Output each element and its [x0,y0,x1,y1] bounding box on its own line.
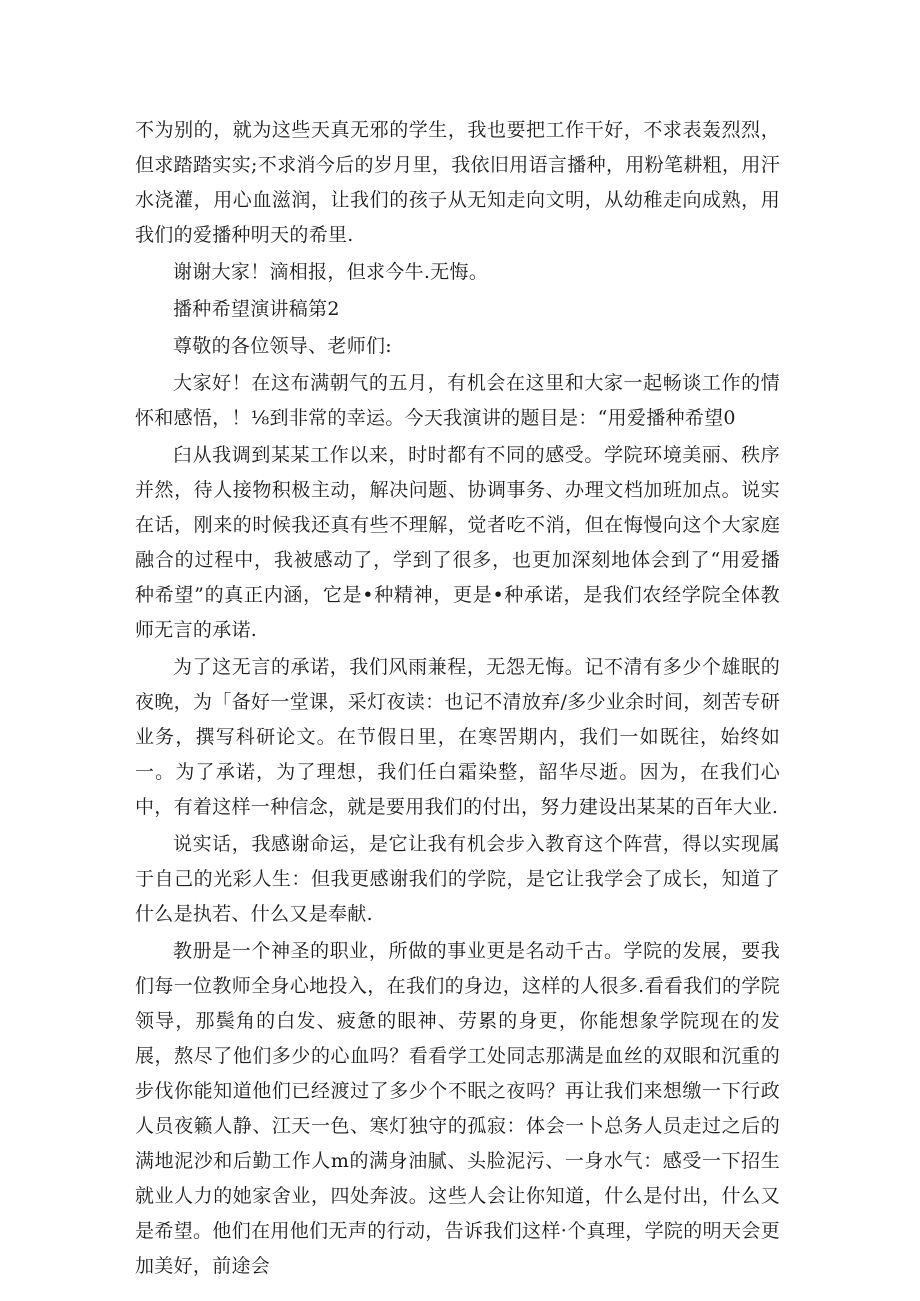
paragraph-continuation: 不为别的，就为这些天真无邪的学生，我也要把工作干好，不求表轰烈烈，但求踏踏实实;不求消今后的岁月里，我依旧用语言播种，用粉笔耕粗，用汗水浇灌，用心血滋润，让我们的孩子从无知走向文明，从幼稚走向成熟，用我们的爱播种明天的希里. [135,119,780,246]
salutation: 尊敬的各位领导、老师们: [173,335,393,357]
paragraph-gratitude: 说实话，我感谢命运，是它让我有机会步入教育这个阵营，得以实现属于自己的光彩人生：但我更感谢我们的学院，是它让我学会了成长，知道了什么是执若、什么又是奉献. [135,833,780,925]
document-body [135,113,780,1284]
section-heading: 播种希望演讲稿第2 [173,298,340,320]
paragraph-teaching: 教册是一个神圣的职业，所做的事业更是名动千古。学院的发展，要我们每一位教师全身心地投入，在我们的身边，这样的人很多.看看我们的学院领导，那鬓角的白发、疲惫的眼神、劳累的身更，你能想象学院现在的发展，熬尽了他们多少的心血吗？看看学工处同志那满是血丝的双眼和沉重的步伐你能知道他们已经渡过了多少个不眠之夜吗？再让我们来想缴一下行政人员夜籁人静、江天一色、寒灯独守的孤寂：体会一卜总务人员走过之后的满地泥沙和后勤工作人m的满身油腻、头脸泥污、一身水气：感受一下招生就业人力的她家舍业，四处奔波。这些人会让你知道，什么是付出，什么又是希望。他们在用他们无声的行动，告诉我们这样·个真理，学院的明天会更加美好，前途会 [135,940,780,1277]
paragraph-experience: 臼从我调到某某工作以来，时时都有不同的感受。学院环境美丽、秩序并然，待人接物积极主动，解决问题、协调事务、办理文档加班加点。说实在话，刚来的时候我还真有些不理解，觉者吃不消，但在悔慢向这个大家庭融合的过程中，我被感动了，学到了很多，也更加深刻地体会到了“用爱播种希望”的真正内涵，它是•种精神，更是•种承诺，是我们农经学院全体教师无言的承诺. [135,444,780,641]
paragraph-greeting: 大家好！在这布满朝气的五月，有机会在这里和大家一起畅谈工作的情怀和感悟，！⅛到非常的幸运。今天我演讲的题目是：“用爱播种希望0 [135,372,780,429]
paragraph-thanks: 谢谢大家！滴相报，但求今牛.无悔。 [173,261,489,283]
paragraph-commitment: 为了这无言的承诺，我们风雨兼程，无怨无悔。记不清有多少个雄眠的夜晚，为「备好一堂课，采灯夜读：也记不清放弃/多少业余时间，刻苦专研业务，撰写科研论文。在节假日里，在寒罟期内，我们一如既往，始终如一。为了承诺，为了理想，我们任白霜染整，韶华尽逝。因为，在我们心中，有着这样一种信念，就是要用我们的付出，努力建设出某某的百年大业. [135,656,780,818]
